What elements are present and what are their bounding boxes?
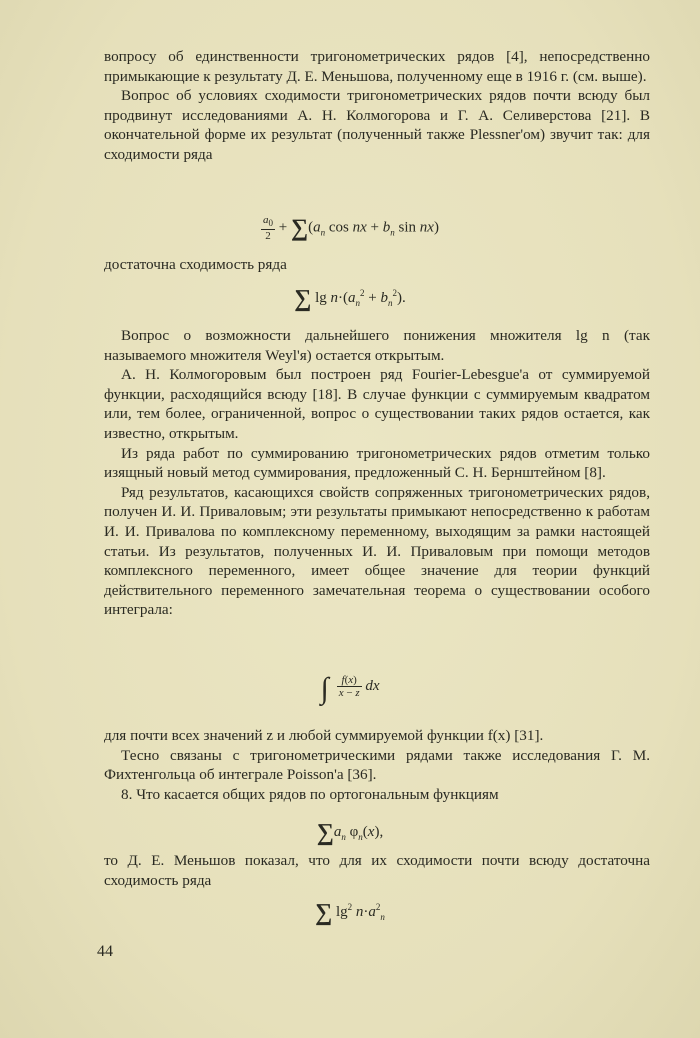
text-block-5 [104,851,650,890]
text-block-4 [104,726,650,804]
paragraph: Тесно связаны с тригонометрическими рядами также исследования Г. М. Фихтенгольца об интеграле Poisson'а [36]. [104,746,650,784]
formula-orthogonal-series: $\sum a_n$ $\varphi_n(x)$, [316,820,384,846]
formula-singular-integral: ∫ $\frac{f(x)}{x - z}$ dx [320,672,380,705]
paragraph: вопросу об единственности тригонометрических рядов [4], непосредственно примыкающие к результату Д. Е. Меньшова, полученному еще в 1916 г. (см. выше). [104,48,650,85]
paragraph: А. Н. Колмогоровым был построен ряд Fourier-Lebesgue'а от суммируемой функции, расходящийся всюду [18]. В случае функции с суммируемым квадратом или, тем более, ограниченной, вопрос о существовании таких рядов остается, как известно, открытым. [104,366,650,442]
paragraph: Вопрос о возможности дальнейшего понижения множителя lg n (так называемого множителя Weyl'я) остается открытым. [104,327,650,364]
paragraph: 8. Что касается общих рядов по ортогональным функциям [121,785,499,803]
paragraph: Из ряда работ по суммированию тригонометрических рядов отметим только изящный новый метод суммирования, предложенный С. Н. Бернштейном [8]. [104,444,650,482]
paragraph: для почти всех значений z и любой суммируемой функции f(x) [31]. [104,727,544,744]
text-block-3 [104,326,650,620]
text-block-2 [104,255,650,275]
paragraph: Ряд результатов, касающихся свойств сопряженных тригонометрических рядов, получен И. И. Приваловым; эти результаты примыкают непосредственно к работам И. И. Привалова по комплексному переменному, выходящим за рамки настоящей статьи. Из результатов, полученных И. И. Приваловым при помощи методов комплексного переменного, имеет общее значение для теории функций действительного переменного замечательная теорема о существовании особого интеграла: [104,483,650,619]
paragraph: Вопрос об условиях сходимости тригонометрических рядов почти всюду был продвинут исследованиями А. Н. Колмогорова и Г. А. Селиверстова [21]. В окончательной форме их результат (полученный также Plessner'ом) звучит так: для сходимости ряда [104,87,650,163]
formula-lg-series: ∑ $\lg n\cdot(a_n^2 + b_n^2)$. [294,286,406,312]
page-number: 44 [97,943,113,960]
paragraph: то Д. Е. Меньшов показал, что для их сходимости почти всюду достаточна сходимость ряда [104,852,650,889]
formula-lg2-series: ∑ $\lg^2 n\cdot a^2_n$ [315,900,385,926]
paragraph: достаточна сходимость ряда [104,256,287,273]
formula-fourier-series: $\frac{a_0}{2}$ + $\sum(a_n$ cos nx + $b_n$ sin nx) [263,214,439,243]
text-block-1 [104,47,650,165]
